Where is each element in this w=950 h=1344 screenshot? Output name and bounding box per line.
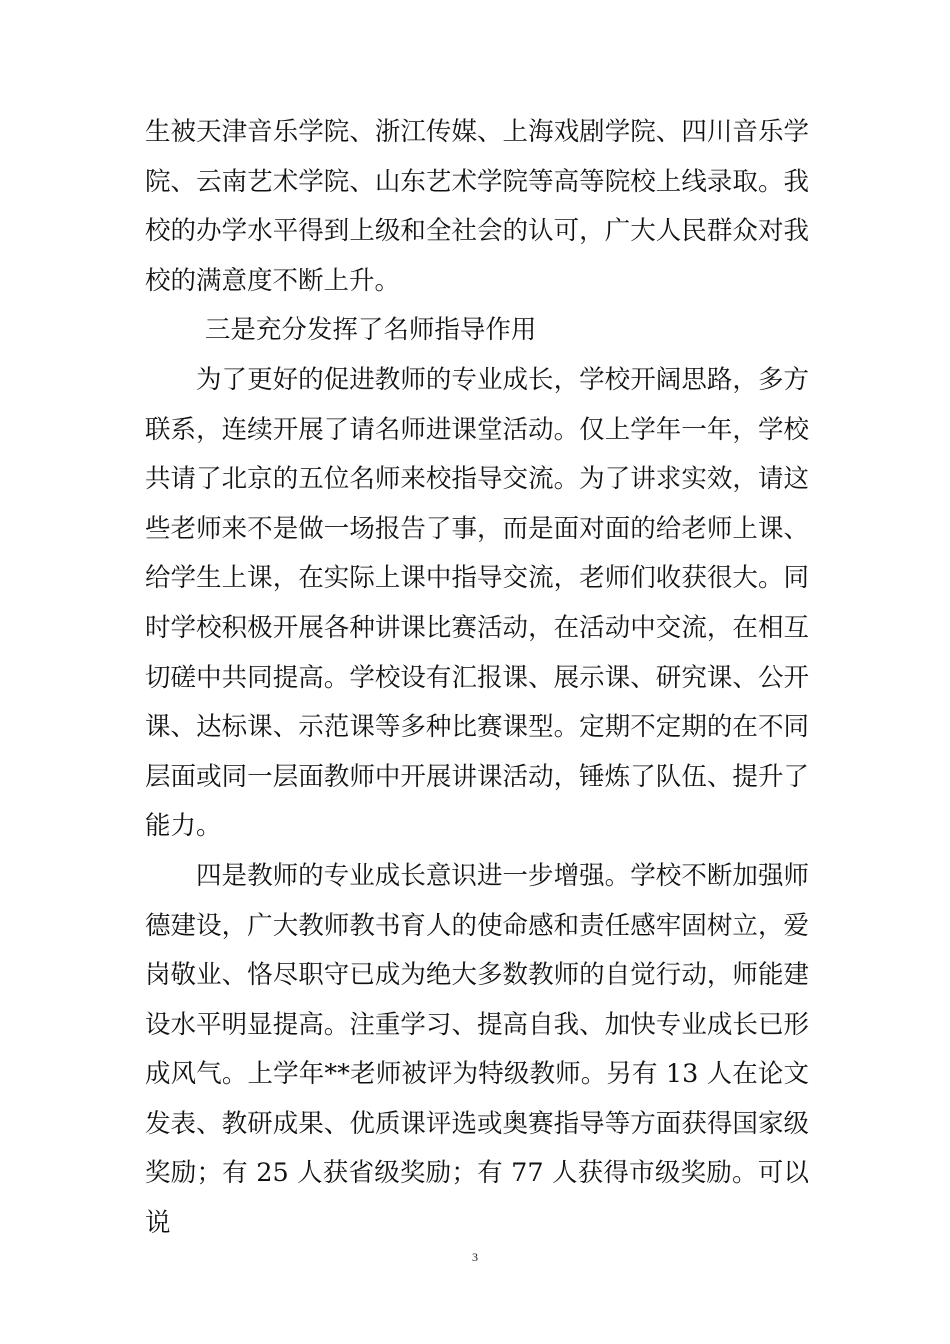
paragraph-teacher-growth: 为了更好的促进教师的专业成长，学校开阔思路，多方联系，连续开展了请名师进课堂活动。仅上学年一年，学校共请了北京的五位名师来校指导交流。为了讲求实效，请这些老师来不是做一场报告了事，而是面对面的给老师上课、给学生上课，在实际上课中指导交流，老师们收获很大。同时学校积极开展各种讲课比赛活动，在活动中交流，在相互切磋中共同提高。学校设有汇报课、展示课、研究课、公开课、达标课、示范课等多种比赛课型。定期不定期的在不同层面或同一层面教师中开展讲课活动，锤炼了队伍、提升了能力。 — [145, 364, 809, 842]
paragraph-continuation: 生被天津音乐学院、浙江传媒、上海戏剧学院、四川音乐学院、云南艺术学院、山东艺术学院等高等院校上线录取。我校的办学水平得到上级和全社会的认可，广大人民群众对我校的满意度不断上升。 — [145, 117, 809, 296]
paragraph-section-four: 四是教师的专业成长意识进一步增强。学校不断加强师德建设，广大教师教书育人的使命感和责任感牢固树立，爱岗敬业、恪尽职守已成为绝大多数教师的自觉行动，师能建设水平明显提高。注重学习、提高自我、加快专业成长已形成风气。上学年**老师被评为特级教师。另有 13 人在论文发表、教研成果、优质课评选或奥赛指导等方面获得国家级奖励；有 25 人获省级奖励；有 77 人获得市级奖励。可以说 — [145, 860, 809, 1239]
page-number: 3 — [472, 1250, 478, 1264]
body-text — [145, 108, 809, 1249]
section-heading-three: 三是充分发挥了名师指导作用 — [204, 315, 537, 346]
